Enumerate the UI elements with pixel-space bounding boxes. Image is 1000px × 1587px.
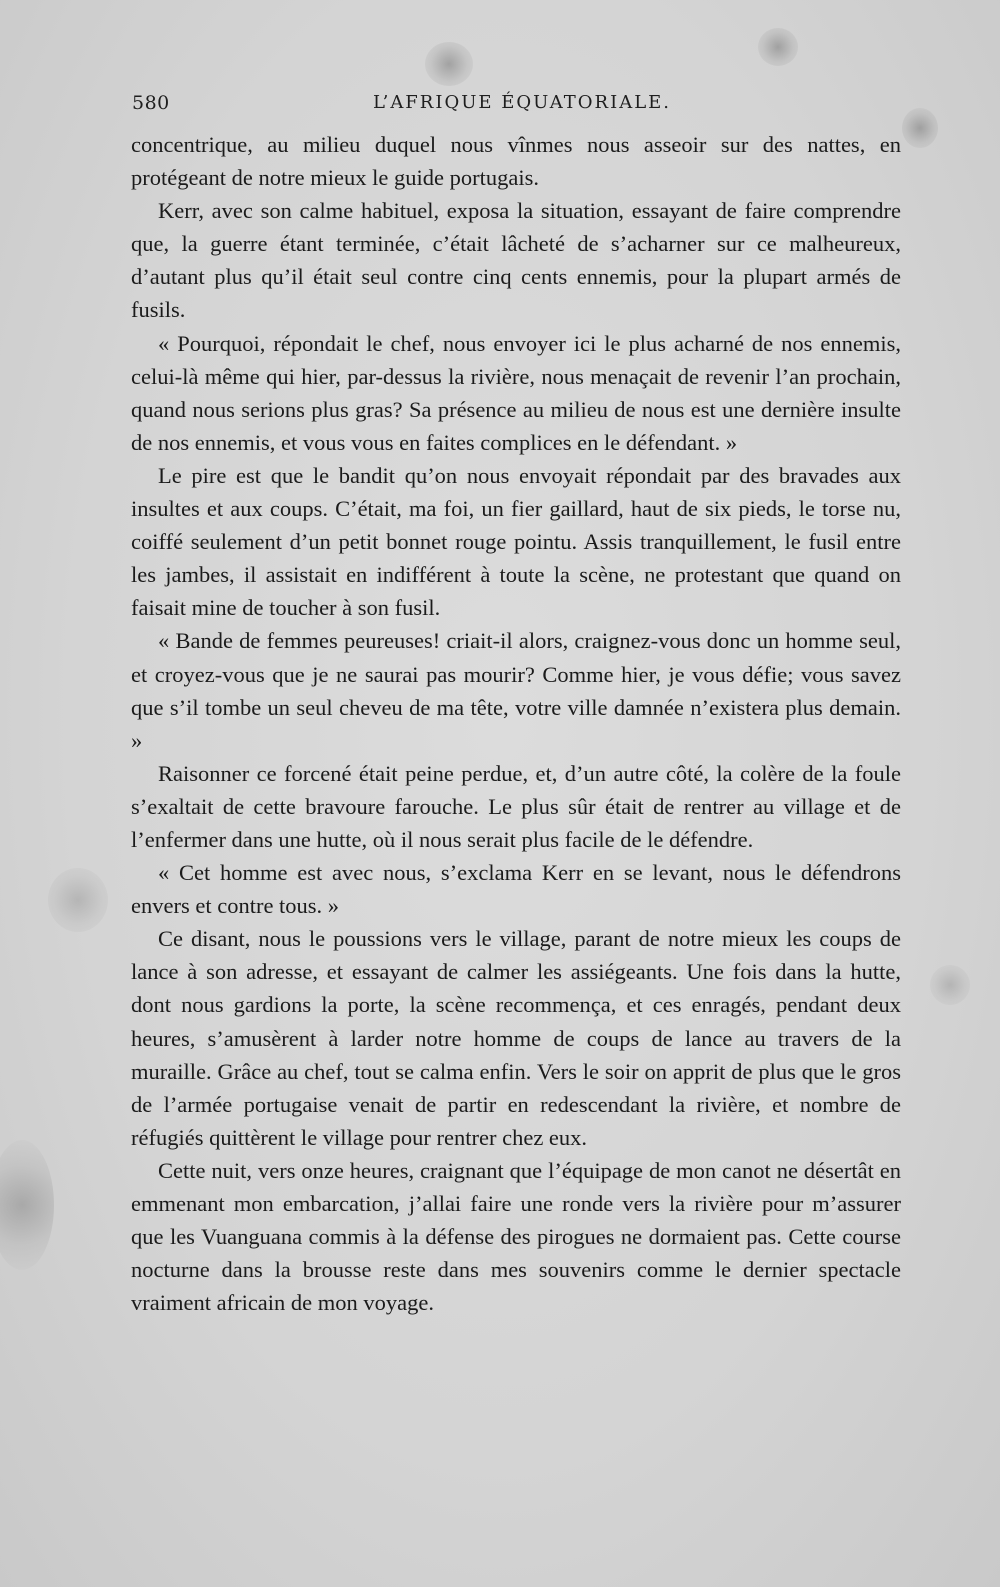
paragraph: Kerr, avec son calme habituel, exposa la situation, essayant de faire comprendre que, la guerre étant terminée, c’était lâcheté de s’acharner sur ce malheureux, d’autant plus qu’il était seul contre cinq cents ennemis, pour la plupart armés de fusils. — [131, 198, 901, 323]
paragraph: Cette nuit, vers onze heures, craignant que l’équipage de mon canot ne désertât en emmenant mon embarcation, j’allai faire une ronde vers la rivière pour m’assurer que les Vuanguana commis à la défense des pirogues ne dormaient pas. Cette course nocturne dans la brousse reste dans mes souvenirs comme le dernier spectacle vraiment africain de mon voyage. — [131, 1157, 901, 1316]
body-text — [131, 128, 901, 1319]
paragraph: concentrique, au milieu duquel nous vînmes nous asseoir sur des nattes, en protégeant de notre mieux le guide portugais. — [131, 132, 901, 191]
paragraph: Raisonner ce forcené était peine perdue, et, d’un autre côté, la colère de la foule s’exaltait de cette bravoure farouche. Le plus sûr était de rentrer au village et de l’enfermer dans une hutte, où il nous serait plus facile de le défendre. — [131, 760, 901, 852]
ink-stain — [48, 868, 108, 932]
page-number: 580 — [132, 92, 170, 114]
ink-stain — [758, 28, 798, 66]
paragraph: Le pire est que le bandit qu’on nous envoyait répondait par des bravades aux insultes et aux coups. C’était, ma foi, un fier gaillard, haut de six pieds, le torse nu, coiffé seulement d’un petit bonnet rouge pointu. Assis tranquillement, le fusil entre les jambes, il assistait en indifférent à toute la scène, ne protestant que quand on faisait mine de toucher à son fusil. — [131, 462, 901, 621]
paragraph: « Bande de femmes peureuses! criait-il alors, craignez-vous donc un homme seul, et croyez-vous que je ne saurai pas mourir? Comme hier, je vous défie; vous savez que s’il tombe un seul cheveu de ma tête, votre ville damnée n’existera plus demain. » — [131, 628, 901, 753]
ink-stain — [0, 1140, 54, 1270]
ink-stain — [930, 965, 970, 1005]
ink-stain — [902, 108, 938, 148]
running-title: L’AFRIQUE ÉQUATORIALE. — [372, 92, 672, 113]
paragraph: « Pourquoi, répondait le chef, nous envoyer ici le plus acharné de nos ennemis, celui-là même qui hier, par-dessus la rivière, nous menaçait de revenir l’an prochain, quand nous serions plus gras? Sa présence au milieu de nous est une dernière insulte de nos ennemis, et vous vous en faites complices en le défendant. » — [131, 330, 901, 455]
paragraph: « Cet homme est avec nous, s’exclama Kerr en se levant, nous le défendrons envers et contre tous. » — [131, 860, 901, 919]
paragraph: Ce disant, nous le poussions vers le village, parant de notre mieux les coups de lance à son adresse, et essayant de calmer les assiégeants. Une fois dans la hutte, dont nous gardions la porte, la scène recommença, et ces enragés, pendant deux heures, s’amusèrent à larder notre homme de coups de lance au travers de la muraille. Grâce au chef, tout se calma enfin. Vers le soir on apprit de plus que le gros de l’armée portugaise venait de partir en redescendant la rivière, et nombre de réfugiés quittèrent le village pour rentrer chez eux. — [131, 926, 901, 1150]
page-header — [132, 92, 902, 122]
ink-stain — [425, 42, 473, 86]
